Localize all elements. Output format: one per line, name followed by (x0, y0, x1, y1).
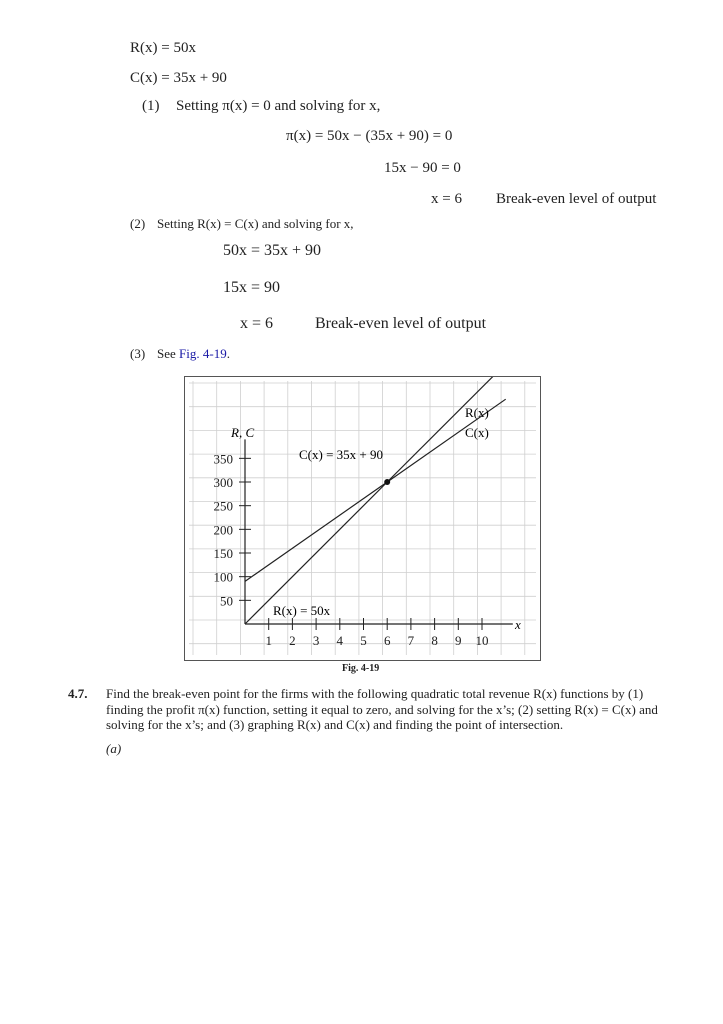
step3-number: (3) (130, 346, 146, 361)
intersection-point (384, 479, 390, 485)
step1-equation-3: x = 6 (431, 191, 462, 207)
x-tick-label: 3 (312, 633, 320, 648)
figure-box (184, 376, 541, 661)
step3-period: . (226, 346, 230, 361)
cost-equation-label: C(x) = 35x + 90 (299, 447, 383, 462)
step2-equation-1: 50x = 35x + 90 (223, 242, 322, 259)
step1-text: Setting π(x) = 0 and solving for x, (176, 98, 381, 114)
x-tick-label: 5 (360, 633, 367, 648)
step2-note: Break-even level of output (315, 315, 487, 332)
cost-equation: C(x) = 35x + 90 (130, 70, 227, 86)
y-tick-label: 100 (213, 569, 233, 585)
revenue-equation: R(x) = 50x (130, 40, 196, 56)
x-tick-label: 7 (407, 633, 415, 648)
revenue-equation-label: R(x) = 50x (273, 603, 331, 618)
x-tick-label: 10 (475, 633, 489, 648)
step2-number: (2) (130, 216, 146, 231)
chart-grid (189, 381, 536, 655)
legend-cost: C(x) (465, 425, 489, 440)
chart-ticks (214, 451, 489, 648)
break-even-chart (185, 377, 540, 660)
step2-text: Setting R(x) = C(x) and solving for x, (157, 216, 354, 231)
x-tick-label: 4 (336, 633, 344, 648)
step2-equation-2: 15x = 90 (223, 279, 281, 296)
figure-link[interactable]: Fig. 4-19 (179, 346, 227, 361)
x-tick-label: 9 (455, 633, 462, 648)
x-tick-label: 1 (265, 633, 272, 648)
x-tick-label: 2 (289, 633, 296, 648)
x-tick-label: 6 (383, 633, 391, 648)
step1-note: Break-even level of output (496, 191, 657, 207)
step1-equation-2: 15x − 90 = 0 (384, 160, 461, 176)
y-tick-label: 150 (213, 546, 233, 562)
problem-number: 4.7. (68, 686, 88, 701)
step3-text (157, 346, 230, 362)
y-tick-label: 200 (213, 522, 233, 538)
step2-equation-3: x = 6 (240, 315, 274, 332)
legend-revenue: R(x) (465, 405, 489, 420)
y-tick-label: 300 (213, 475, 233, 491)
step1-number: (1) (142, 98, 160, 114)
x-axis-label: x (515, 617, 521, 632)
problem-part-a: (a) (106, 741, 122, 756)
figure-caption: Fig. 4-19 (342, 663, 380, 674)
y-axis-label: R, C (231, 425, 255, 440)
step3-see: See (157, 346, 176, 361)
y-tick-label: 250 (213, 498, 233, 514)
step1-equation-1: π(x) = 50x − (35x + 90) = 0 (286, 128, 453, 144)
y-tick-label: 350 (213, 451, 233, 467)
x-tick-label: 8 (431, 633, 438, 648)
problem-text: Find the break-even point for the firms with the following quadratic total revenue R(x) functions by (1) finding the profit π(x) function, setting it equal to zero, and solving for the x’s; (2) setting R(x) = C(x) and solving for the x’s; and (3) graphing R(x) and C(x) and finding the point of intersection. (106, 686, 658, 732)
y-tick-label: 50 (220, 593, 233, 609)
